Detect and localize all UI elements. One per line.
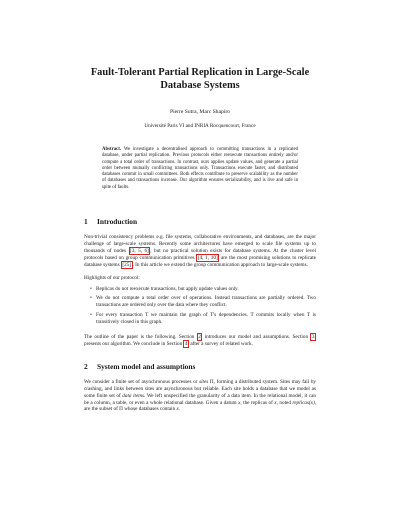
paper-title: Fault-Tolerant Partial Replication in Large-Scale Database Systems xyxy=(90,67,310,91)
paper-authors: Pierre Sutra, Marc Shapiro xyxy=(170,109,230,115)
bullet-icon: • xyxy=(90,312,92,319)
abstract xyxy=(102,147,298,191)
paper-affiliation: Université Paris VI and INRIA Rocquencourt, France xyxy=(144,123,256,129)
section-link[interactable]: 4 xyxy=(184,340,188,347)
text-run: . xyxy=(178,406,181,413)
text-run: after a survey of related work. xyxy=(189,340,253,347)
bullet-icon: • xyxy=(90,295,92,302)
list-item xyxy=(90,286,316,293)
section-title: System model and assumptions xyxy=(97,361,196,371)
math-variable: x xyxy=(176,406,179,413)
section-number: 2 xyxy=(84,361,88,371)
abstract-label: Abstract. xyxy=(102,147,122,152)
text-run: Non-trivial consistency problems e.g. file systems, collaborative environments, and databases, are the major challenge of large-scale systems. Recently some architectures have emerged to scale file systems up to thousands of nodes xyxy=(84,234,316,254)
intro-paragraph-1 xyxy=(84,234,316,269)
emphasis: sites xyxy=(199,378,209,385)
text-run: Π, forming a distributed system. Sites may fail by crashing, and links between sites are asynchronous but reliable. Each site holds a database that we model as some finite set of xyxy=(84,378,317,399)
section-heading-system-model xyxy=(84,362,316,371)
section-heading-introduction xyxy=(84,217,316,226)
math-expression: replicas(x) xyxy=(292,399,315,406)
list-item-text: Replicas do not reexecute transactions, but apply update values only. xyxy=(96,285,239,292)
list-item xyxy=(90,295,316,309)
text-run: , but no practical solution exists for database systems. At the cluster level protocols based on group communication primitives xyxy=(84,247,316,261)
citation-link[interactable]: [3, 5, 6] xyxy=(130,247,149,254)
text-run: , the replicas of xyxy=(240,399,275,406)
list-item xyxy=(90,312,316,326)
highlights-label: Highlights of our protocol: xyxy=(84,274,140,281)
highlights-list xyxy=(84,286,316,327)
text-run: We consider a finite set of asynchronous processes or xyxy=(84,378,200,385)
intro-paragraph-2 xyxy=(84,334,316,348)
section-link[interactable]: 3 xyxy=(311,334,315,341)
text-run: . In this article we extend the group communication approach to large-scale systems. xyxy=(132,261,308,268)
list-item-text: We do not compute a total order over of operations. Instead transactions are partially ordered. Two transactions are ordered only over the data where they conflict. xyxy=(96,295,316,309)
bullet-icon: • xyxy=(90,285,92,292)
section-link[interactable]: 2 xyxy=(198,334,201,341)
abstract-text: We investigate a decentralised approach to committing transactions in a replicated database, under partial replication. Previous protocols either reexecute transactions entirely and/or compute a total order of transactions. In contrast, ours applies update values, and generate a partial order between mutually conflicting transactions only. Transactions execute faster, and distributed databases commit in small committees. Both effects contribute to preserve scalability as the number of databases and transactions increase. Our algorithm ensures serializability, and is live and safe in spite of faults. xyxy=(102,147,298,190)
text-run: , are the subset of Π whose databases contain xyxy=(84,399,316,413)
text-run: introduces our model and assumptions. Section xyxy=(202,334,311,341)
text-run: presents our algorithm. We conclude in Section xyxy=(84,340,184,347)
text-run: , noted xyxy=(276,399,293,406)
math-variable: x xyxy=(274,399,277,406)
system-model-paragraph xyxy=(84,379,316,414)
text-run: The outline of the paper is the following. Section xyxy=(84,334,197,341)
section-number: 1 xyxy=(84,217,88,227)
text-run: . We left unspecified the granularity of a data item. In the relational model, it can be a column, a table, or even a whole relational database. Given a datum xyxy=(84,392,316,406)
emphasis: data items xyxy=(122,392,145,399)
citation-link[interactable]: [4, 1, 10] xyxy=(197,254,218,261)
citation-link[interactable]: [25] xyxy=(122,261,132,268)
section-title: Introduction xyxy=(97,217,138,227)
text-run: are the most promising solutions to replicate database systems xyxy=(84,254,316,268)
list-item-text: For every transaction T we maintain the graph of T's dependencies. T commits locally when T is transitively closed in this graph. xyxy=(96,312,316,326)
math-variable: x xyxy=(238,399,241,406)
